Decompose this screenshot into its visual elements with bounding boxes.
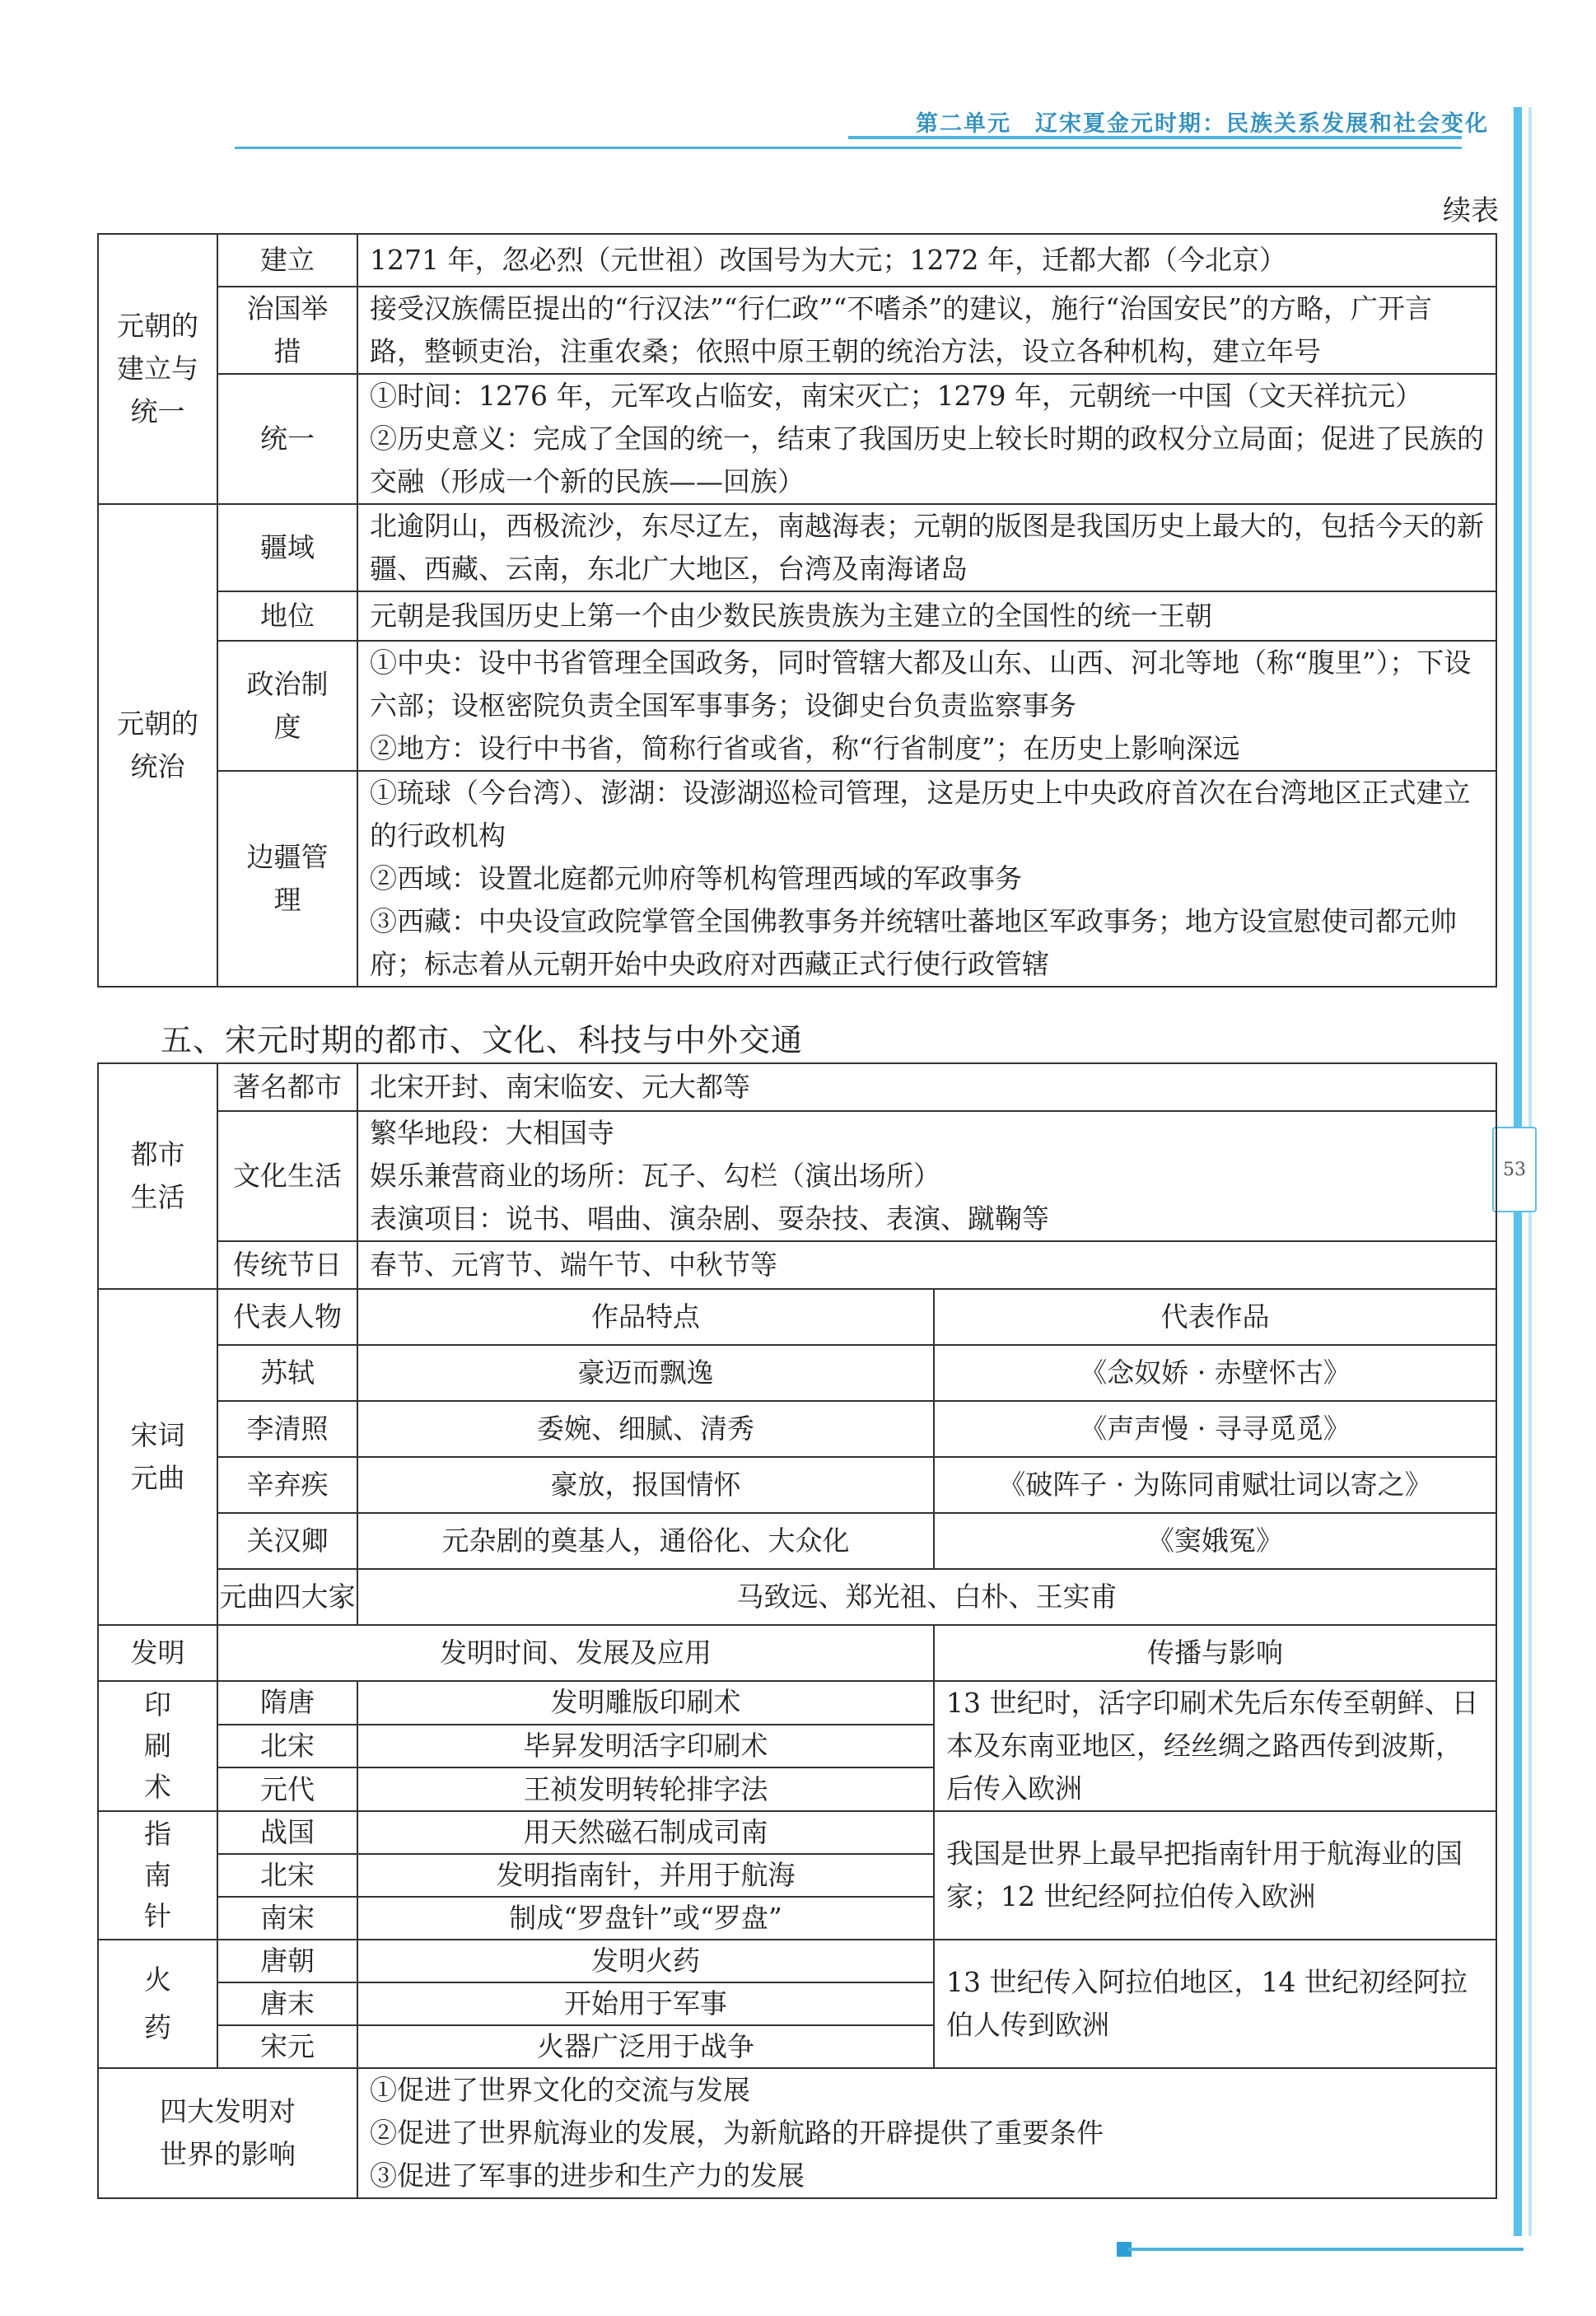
row-label: 治国举措 <box>217 287 357 374</box>
table-row <box>98 1940 1496 1982</box>
page-number: 53 <box>1492 1127 1537 1212</box>
table-row <box>98 641 1496 771</box>
invention-name: 火药 <box>98 1940 217 2068</box>
row-content <box>357 1111 1496 1241</box>
person: 苏轼 <box>217 1345 357 1401</box>
table-row <box>98 1811 1496 1854</box>
group-title: 元朝的建立与统一 <box>98 234 217 504</box>
content-line: ③促进了军事的进步和生产力的发展 <box>370 2160 805 2192</box>
content-line: ②地方：设行中书省，简称行省或省，称“行省制度”；在历史上影响深远 <box>370 732 1240 764</box>
table-row <box>98 591 1496 641</box>
content-line: 娱乐兼营商业的场所：瓦子、勾栏（演出场所） <box>370 1160 940 1192</box>
table-row <box>98 2068 1496 2198</box>
row-content <box>357 641 1496 771</box>
person: 辛弃疾 <box>217 1457 357 1513</box>
event: 毕昇发明活字印刷术 <box>357 1725 934 1768</box>
content-line: ③西藏：中央设宣政院掌管全国佛教事务并统辖吐蕃地区军政事务；地方设宣慰使司都元帅府；标志着从元朝开始中央政府对西藏正式行使行政管辖 <box>370 905 1457 980</box>
content-line: ①中央：设中书省管理全国政务，同时管辖大都及山东、山西、河北等地（称“腹里”）；下设六部；设枢密院负责全国军事事务；设御史台负责监察事务 <box>370 647 1472 721</box>
row-content: 接受汉族儒臣提出的“行汉法”“行仁政”“不嗜杀”的建议，施行“治国安民”的方略，广开言路，整顿吏治，注重农桑；依照中原王朝的统治方法，设立各种机构，建立年号 <box>357 287 1496 374</box>
table-row <box>98 1569 1496 1625</box>
table-row <box>98 1345 1496 1401</box>
event: 发明火药 <box>357 1940 934 1982</box>
period: 唐末 <box>217 1982 357 2025</box>
table-row <box>98 287 1496 374</box>
row-content: 北宋开封、南宋临安、元大都等 <box>357 1063 1496 1111</box>
row-label: 疆域 <box>217 504 357 591</box>
table-row <box>98 1681 1496 1725</box>
event: 开始用于军事 <box>357 1982 934 2025</box>
work: 《破阵子 · 为陈同甫赋壮词以寄之》 <box>934 1457 1496 1513</box>
table-row <box>98 1625 1496 1681</box>
continued-label: 续表 <box>1443 194 1499 227</box>
content-line: ②西域：设置北庭都元帅府等机构管理西域的军政事务 <box>370 862 1022 894</box>
content-line: ②促进了世界航海业的发展，为新航路的开辟提供了重要条件 <box>370 2117 1104 2149</box>
person: 李清照 <box>217 1401 357 1457</box>
period: 宋元 <box>217 2025 357 2068</box>
table-row <box>98 374 1496 504</box>
spread: 我国是世界上最早把指南针用于航海业的国家；12 世纪经阿拉伯传入欧洲 <box>934 1811 1496 1940</box>
impact-content <box>357 2068 1496 2198</box>
unit-title: 第二单元 辽宋夏金元时期：民族关系发展和社会变化 <box>916 111 1489 137</box>
table-row <box>98 771 1496 987</box>
column-header: 传播与影响 <box>934 1625 1496 1681</box>
work: 《念奴娇 · 赤壁怀古》 <box>934 1345 1496 1401</box>
event: 制成“罗盘针”或“罗盘” <box>357 1897 934 1940</box>
period: 南宋 <box>217 1897 357 1940</box>
four-masters: 马致远、郑光祖、白朴、王实甫 <box>357 1569 1496 1625</box>
content-line: 繁华地段：大相国寺 <box>370 1117 614 1149</box>
event: 王祯发明转轮排字法 <box>357 1767 934 1811</box>
column-header: 代表作品 <box>934 1289 1496 1345</box>
row-label: 政治制度 <box>217 641 357 771</box>
four-masters-label: 元曲四大家 <box>217 1569 357 1625</box>
row-content: 春节、元宵节、端午节、中秋节等 <box>357 1241 1496 1289</box>
table-row <box>98 1513 1496 1569</box>
feature: 委婉、细腻、清秀 <box>357 1401 934 1457</box>
row-label: 边疆管理 <box>217 771 357 987</box>
table-row <box>98 1457 1496 1513</box>
content-line: ①时间：1276 年，元军攻占临安，南宋灭亡；1279 年，元朝统一中国（文天祥抗元） <box>370 380 1422 412</box>
group-title: 宋词元曲 <box>98 1289 217 1625</box>
row-label: 传统节日 <box>217 1241 357 1289</box>
column-header: 发明时间、发展及应用 <box>217 1625 934 1681</box>
row-label: 建立 <box>217 234 357 287</box>
row-label: 统一 <box>217 374 357 504</box>
content-line: 表演项目：说书、唱曲、演杂剧、耍杂技、表演、蹴鞠等 <box>370 1202 1049 1235</box>
event: 火器广泛用于战争 <box>357 2025 934 2068</box>
table-row <box>98 234 1496 287</box>
period: 北宋 <box>217 1725 357 1768</box>
header-rule <box>235 147 1462 149</box>
table-row <box>98 1111 1496 1241</box>
work: 《窦娥冤》 <box>934 1513 1496 1569</box>
footer-rule <box>1128 2248 1524 2251</box>
row-content <box>357 771 1496 987</box>
feature: 豪放，报国情怀 <box>357 1457 934 1513</box>
content-line: ①琉球（今台湾）、澎湖：设澎湖巡检司管理，这是历史上中央政府首次在台湾地区正式建立的行政机构 <box>370 777 1471 852</box>
period: 战国 <box>217 1811 357 1854</box>
row-label: 著名都市 <box>217 1063 357 1111</box>
column-header: 作品特点 <box>357 1289 934 1345</box>
group-title: 元朝的统治 <box>98 504 217 987</box>
row-content: 元朝是我国历史上第一个由少数民族贵族为主建立的全国性的统一王朝 <box>357 591 1496 641</box>
person: 关汉卿 <box>217 1513 357 1569</box>
period: 隋唐 <box>217 1681 357 1725</box>
event: 发明雕版印刷术 <box>357 1681 934 1725</box>
table-row <box>98 1063 1496 1111</box>
row-content: 北逾阴山，西极流沙，东尽辽左，南越海表；元朝的版图是我国历史上最大的，包括今天的新疆、西藏、云南，东北广大地区，台湾及南海诸岛 <box>357 504 1496 591</box>
feature: 豪迈而飘逸 <box>357 1345 934 1401</box>
row-label: 地位 <box>217 591 357 641</box>
content-line: ①促进了世界文化的交流与发展 <box>370 2074 750 2106</box>
event: 发明指南针，并用于航海 <box>357 1854 934 1897</box>
invention-name: 印刷术 <box>98 1681 217 1811</box>
song-yuan-culture-table <box>97 1062 1497 2199</box>
row-content: 1271 年，忽必烈（元世祖）改国号为大元；1272 年，迁都大都（今北京） <box>357 234 1496 287</box>
section-title: 五、宋元时期的都市、文化、科技与中外交通 <box>161 1022 804 1058</box>
work: 《声声慢 · 寻寻觅觅》 <box>934 1401 1496 1457</box>
impact-label: 四大发明对世界的影响 <box>98 2068 357 2198</box>
period: 元代 <box>217 1767 357 1811</box>
row-label: 文化生活 <box>217 1111 357 1241</box>
table-row <box>98 1289 1496 1345</box>
group-title: 都市生活 <box>98 1063 217 1289</box>
table-row <box>98 1401 1496 1457</box>
row-content <box>357 374 1496 504</box>
spread: 13 世纪时，活字印刷术先后东传至朝鲜、日本及东南亚地区，经丝绸之路西传到波斯，后传入欧洲 <box>934 1681 1496 1811</box>
column-header: 发明 <box>98 1625 217 1681</box>
table-row <box>98 504 1496 591</box>
invention-name: 指南针 <box>98 1811 217 1940</box>
event: 用天然磁石制成司南 <box>357 1811 934 1854</box>
period: 唐朝 <box>217 1940 357 1982</box>
period: 北宋 <box>217 1854 357 1897</box>
feature: 元杂剧的奠基人，通俗化、大众化 <box>357 1513 934 1569</box>
spread: 13 世纪传入阿拉伯地区，14 世纪初经阿拉伯人传到欧洲 <box>934 1940 1496 2068</box>
table-row <box>98 1241 1496 1289</box>
yuan-dynasty-table <box>97 233 1497 988</box>
column-header: 代表人物 <box>217 1289 357 1345</box>
content-line: ②历史意义：完成了全国的统一，结束了我国历史上较长时期的政权分立局面；促进了民族的交融（形成一个新的民族——回族） <box>370 423 1484 497</box>
